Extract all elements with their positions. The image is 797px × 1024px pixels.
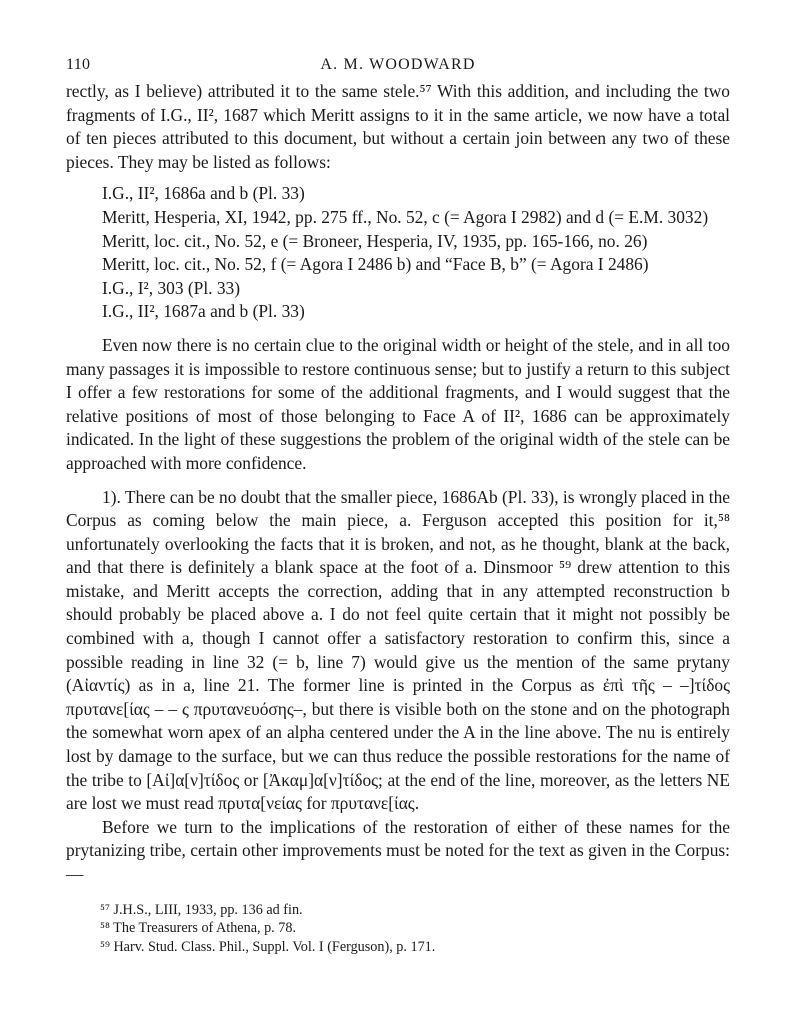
footnote-57: ⁵⁷ J.H.S., LIII, 1933, pp. 136 ad fin. [100, 901, 303, 918]
list-item: I.G., II², 1687a and b (Pl. 33) [102, 301, 305, 322]
running-head-author: A. M. WOODWARD [320, 56, 476, 73]
paragraph-1: rectly, as I believe) attributed it to the same stele.⁵⁷ With this addition, and including the two fragments of I.G., II², 1687 which Meritt assigns to it in the same article, we now have a total of ten pieces attributed to this document, but without a certain join between any two of these pieces. They may be listed as follows: [66, 81, 730, 172]
running-header [66, 52, 730, 80]
page-number: 110 [66, 56, 91, 73]
list-item: I.G., II², 1686a and b (Pl. 33) [102, 183, 305, 204]
list-item: Meritt, loc. cit., No. 52, f (= Agora I 2486 b) and “Face B, b” (= Agora I 2486) [102, 254, 649, 275]
footnote-59: ⁵⁹ Harv. Stud. Class. Phil., Suppl. Vol. I (Ferguson), p. 171. [100, 938, 436, 955]
list-item: Meritt, Hesperia, XI, 1942, pp. 275 ff., No. 52, c (= Agora I 2982) and d (= E.M. 3032) [102, 206, 709, 227]
list-item: Meritt, loc. cit., No. 52, e (= Broneer, Hesperia, IV, 1935, pp. 165-166, no. 26) [102, 230, 648, 251]
paragraph-4: Before we turn to the implications of the restoration of either of these names for the prytanizing tribe, certain other improvements must be noted for the text as given in the Corpus:— [66, 816, 730, 884]
paragraph-3: 1). There can be no doubt that the smaller piece, 1686Ab (Pl. 33), is wrongly placed in the Corpus as coming below the main piece, a. Ferguson accepted this position for it,⁵⁸ unfortunately overlooking the facts that it is broken, and not, as he thought, blank at the back, and that there is definitely a blank space at the foot of a. Dinsmoor ⁵⁹ drew attention to this mistake, and Meritt accepts the correction, adding that in any attempted reconstruction b should probably be placed above a. I do not feel quite certain that it might not possibly be combined with a, though I cannot offer a satisfactory restoration to confirm this, since a possible reading in line 32 (= b, line 7) would give us the mention of the same prytany (Αἰαντίς) as in a, line 21. The former line is printed in the Corpus as ἐπὶ τῆς – –]τίδος πρυτανε[ίας – – ς πρυτανευόσης–, but there is visible both on the stone and on the photograph the somewhat worn apex of an alpha centered under the A in the line above. The nu is entirely lost by damage to the surface, but we can thus reduce the possible restorations for the name of the tribe to [Αἰ]α[ν]τίδος or [Ἀκαμ]α[ν]τίδος; at the end of the line, moreover, as the letters NE are lost we must read πρυτα[νείας for πρυτανε[ίας. [66, 486, 730, 814]
footnote-58: ⁵⁸ The Treasurers of Athena, p. 78. [100, 920, 297, 937]
fragment-list [102, 182, 730, 324]
list-item: I.G., I², 303 (Pl. 33) [102, 277, 241, 298]
footnotes [100, 901, 730, 957]
paragraph-2: Even now there is no certain clue to the original width or height of the stele, and in all too many passages it is impossible to restore continuous sense; but to justify a return to this subject I offer a few restorations for some of the additional fragments, and I would suggest that the relative positions of most of those belonging to Face A of II², 1686 can be approximately indicated. In the light of these suggestions the problem of the original width of the stele can be approached with more confidence. [66, 334, 730, 473]
page [66, 52, 730, 956]
